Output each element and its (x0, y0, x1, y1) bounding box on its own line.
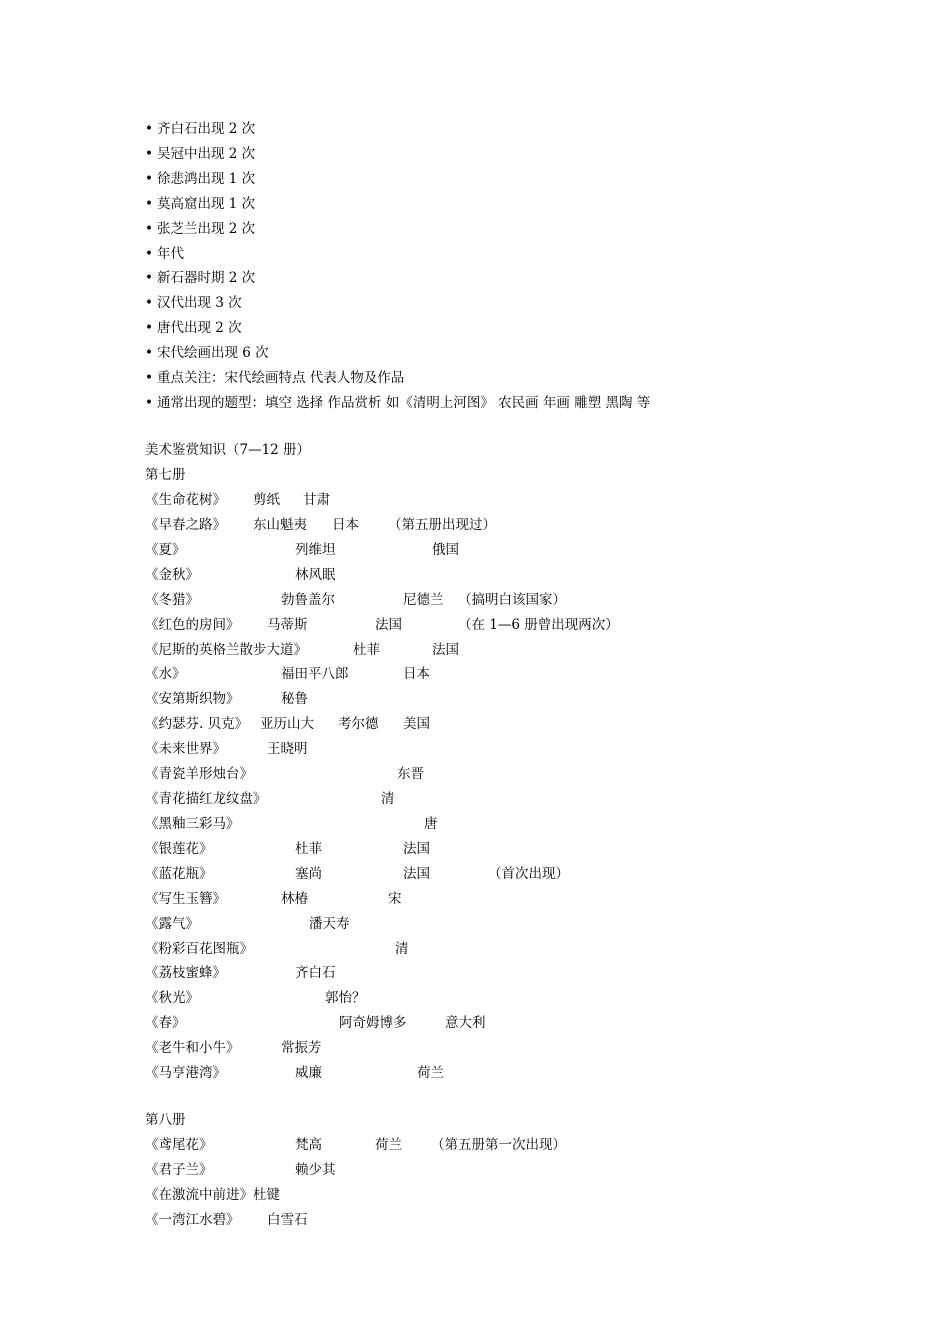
bullet-text: 张芝兰出现 2 次 (156, 220, 256, 237)
bullet-item (145, 293, 242, 313)
book7-cell: （在 1—6 册曾出现两次） (458, 616, 619, 633)
bullet-dot-icon: • (145, 145, 153, 162)
book7-cell: 考尔德 (338, 716, 379, 733)
book7-cell: 杜菲 (353, 641, 380, 658)
bullet-dot-icon: • (145, 394, 153, 411)
book7-cell: 意大利 (445, 1015, 486, 1032)
bullet-item (145, 318, 242, 338)
book7-cell: 清 (395, 940, 409, 957)
book7-cell: 《老牛和小牛》 (145, 1040, 240, 1057)
book7-cell: 《青瓷羊形烛台》 (145, 766, 253, 783)
book7-cell: 秘鲁 (281, 691, 308, 708)
book7-cell: 《金秋》 (145, 566, 199, 583)
book7-cell: 《尼斯的英格兰散步大道》 (145, 641, 307, 658)
book7-cell: 阿奇姆博多 (339, 1015, 407, 1032)
book7-cell: 《冬猎》 (145, 591, 199, 608)
book7-cell: 《夏》 (145, 541, 186, 558)
bullet-item (145, 219, 255, 239)
book7-cell: 《粉彩百花图瓶》 (145, 940, 253, 957)
book7-cell: 法国 (403, 865, 430, 882)
book7-cell: 《秋光》 (145, 990, 199, 1007)
book8-cell: 白雪石 (267, 1211, 308, 1228)
bullet-dot-icon: • (145, 245, 153, 262)
book7-cell: 列维坦 (295, 541, 336, 558)
book7-cell: 《蓝花瓶》 (145, 865, 213, 882)
book7-cell: 日本 (403, 666, 430, 683)
bullet-dot-icon: • (145, 270, 153, 287)
book7-cell: 清 (381, 791, 395, 808)
book8-cell: 《鸢尾花》 (145, 1137, 213, 1153)
book8-cell: 赖少其 (295, 1161, 336, 1178)
bullet-item (145, 194, 255, 214)
book7-cell: 法国 (432, 641, 459, 658)
book7-cell: 《春》 (145, 1015, 186, 1032)
book7-cell: 剪纸 (253, 492, 280, 508)
bullet-dot-icon: • (145, 295, 153, 312)
book7-cell: 《荔枝蜜蜂》 (145, 965, 226, 982)
book7-cell: 勃鲁盖尔 (281, 591, 335, 608)
book7-cell: （第五册出现过） (388, 516, 496, 533)
bullet-item (145, 144, 255, 164)
book7-cell: 亚历山大 (260, 716, 314, 733)
bullet-text: 吴冠中出现 2 次 (156, 145, 256, 162)
book7-cell: 东山魁夷 (253, 516, 307, 533)
book7-cell: 法国 (403, 840, 430, 857)
book7-cell: 美国 (403, 716, 430, 733)
book8-cell: （第五册第一次出现） (431, 1137, 566, 1153)
bullet-item (145, 244, 184, 264)
book7-cell: 尼德兰 (403, 591, 444, 608)
book7-cell: 马蒂斯 (267, 616, 308, 633)
book7-cell: 齐白石 (295, 965, 336, 982)
book8-cell: 《一湾江水碧》 (145, 1211, 240, 1228)
book7-cell: 日本 (332, 516, 359, 533)
book7-cell: 《青花描红龙纹盘》 (145, 791, 267, 808)
book8-cell: 《在激流中前进》杜键 (145, 1186, 280, 1203)
book7-cell: 杜菲 (295, 840, 322, 857)
book7-cell: 《黑釉三彩马》 (145, 815, 240, 832)
book7-cell: 郭怡？ (325, 990, 366, 1007)
book7-cell: 《安第斯织物》 (145, 691, 240, 708)
book7-cell: 塞尚 (295, 865, 322, 882)
bullet-dot-icon: • (145, 170, 153, 187)
book7-cell: 法国 (375, 616, 402, 633)
bullet-text: 齐白石出现 2 次 (156, 121, 256, 137)
bullet-text: 年代 (156, 245, 184, 262)
book7-cell: 《马亨港湾》 (145, 1065, 226, 1082)
bullet-item (145, 343, 269, 363)
bullet-text: 唐代出现 2 次 (156, 320, 242, 337)
book7-cell: 林风眠 (295, 566, 336, 583)
book7-cell: 王晓明 (267, 741, 308, 758)
bullet-dot-icon: • (145, 320, 153, 337)
book8-cell: 荷兰 (375, 1137, 402, 1153)
book8-title: 第八册 (145, 1112, 186, 1128)
bullet-text: 新石器时期 2 次 (156, 270, 256, 287)
book7-cell: 宋 (388, 890, 402, 907)
book7-cell: 《约瑟芬. 贝克》 (145, 716, 249, 733)
bullet-text: 汉代出现 3 次 (156, 295, 242, 312)
bullet-item (145, 268, 255, 288)
bullet-text: 宋代绘画出现 6 次 (156, 345, 269, 362)
book8-cell: 梵高 (295, 1137, 322, 1153)
bullet-dot-icon: • (145, 345, 153, 362)
book7-cell: 甘肃 (303, 492, 330, 508)
book8-cell: 《君子兰》 (145, 1161, 213, 1178)
bullet-dot-icon: • (145, 220, 153, 237)
bullet-item (145, 119, 255, 139)
book7-cell: 常振芳 (281, 1040, 322, 1057)
book7-cell: 俄国 (432, 541, 459, 558)
book7-cell: 威廉 (295, 1065, 322, 1082)
section-title: 美术鉴赏知识（7—12 册） (145, 442, 311, 458)
book7-cell: 《红色的房间》 (145, 616, 240, 633)
book7-cell: 《生命花树》 (145, 492, 226, 508)
book7-cell: 福田平八郎 (281, 666, 349, 683)
bullet-text: 通常出现的题型：填空 选择 作品赏析 如《清明上河图》 农民画 年画 雕塑 黑陶 等 (156, 394, 651, 411)
book7-cell: 《水》 (145, 666, 186, 683)
book7-title: 第七册 (145, 467, 186, 483)
book7-cell: （首次出现） (488, 865, 569, 882)
bullet-text: 重点关注：宋代绘画特点 代表人物及作品 (156, 370, 405, 386)
book7-cell: 林椿 (281, 890, 308, 907)
book7-cell: 唐 (424, 815, 438, 832)
bullet-dot-icon: • (145, 121, 153, 137)
book7-cell: 《早春之路》 (145, 516, 226, 533)
book7-cell: 东晋 (397, 766, 424, 783)
bullet-text: 徐悲鸿出现 1 次 (156, 170, 256, 187)
bullet-text: 莫高窟出现 1 次 (156, 195, 256, 212)
book7-cell: 荷兰 (417, 1065, 444, 1082)
book7-cell: 《银莲花》 (145, 840, 213, 857)
book7-cell: （搞明白该国家） (458, 591, 566, 608)
book7-cell: 潘天寿 (309, 915, 350, 932)
book7-cell: 《未来世界》 (145, 741, 226, 758)
book7-cell: 《露气》 (145, 915, 199, 932)
book7-cell: 《写生玉簪》 (145, 890, 226, 907)
bullet-dot-icon: • (145, 370, 153, 386)
bullet-item (145, 169, 255, 189)
bullet-dot-icon: • (145, 195, 153, 212)
bullet-item (145, 393, 650, 413)
bullet-item (145, 368, 404, 388)
